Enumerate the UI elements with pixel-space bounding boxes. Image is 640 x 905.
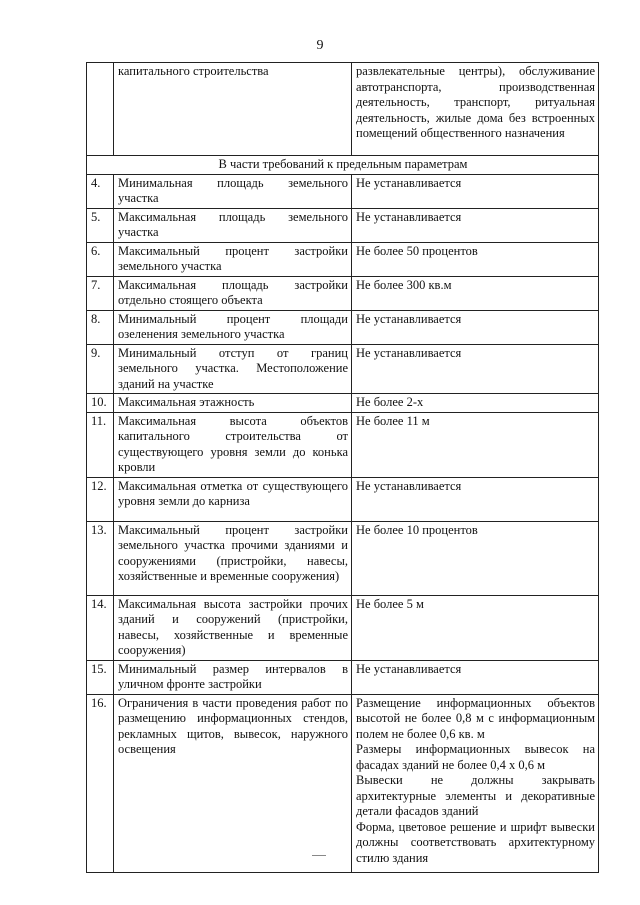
parameter-value-cell: Не более 300 кв.м bbox=[352, 276, 599, 310]
parameter-value-cell: Не более 5 м bbox=[352, 595, 599, 660]
row-number-cell: 16. bbox=[87, 694, 114, 872]
row-number-cell: 15. bbox=[87, 660, 114, 694]
row-number-cell: 9. bbox=[87, 344, 114, 394]
parameter-value-line: Форма, цветовое решение и шрифт вывески должны соответствовать архитектурному стилю здания bbox=[356, 819, 595, 865]
table-row bbox=[87, 344, 599, 394]
parameter-value-cell: Не более 2-х bbox=[352, 394, 599, 413]
parameter-value-cell: Не устанавливается bbox=[352, 310, 599, 344]
zoning-parameters-table bbox=[86, 62, 599, 873]
parameter-value-cell: Не устанавливается bbox=[352, 174, 599, 208]
table-row bbox=[87, 208, 599, 242]
row-number-cell: 13. bbox=[87, 521, 114, 595]
parameter-name-cell: Максимальная высота застройки прочих зданий и сооружений (пристройки, навесы, хозяйственные и временные сооружения) bbox=[114, 595, 352, 660]
row-number-cell: 10. bbox=[87, 394, 114, 413]
parameter-name-cell: Максимальный процент застройки земельного участка прочими зданиями и сооружениями (пристройки, навесы, хозяйственные и временные сооружения) bbox=[114, 521, 352, 595]
table-row bbox=[87, 660, 599, 694]
parameter-name-cell: Максимальная отметка от существующего уровня земли до карниза bbox=[114, 477, 352, 521]
parameter-value-cell: Не устанавливается bbox=[352, 477, 599, 521]
row-number-cell: 4. bbox=[87, 174, 114, 208]
table-row bbox=[87, 394, 599, 413]
parameter-name-cell: Максимальная площадь застройки отдельно стоящего объекта bbox=[114, 276, 352, 310]
parameter-value-line: Вывески не должны закрывать архитектурные элементы и декоративные детали фасадов зданий bbox=[356, 773, 595, 818]
parameter-name-cell: Минимальная площадь земельного участка bbox=[114, 174, 352, 208]
table-row bbox=[87, 595, 599, 660]
row-number-cell: 14. bbox=[87, 595, 114, 660]
parameter-name-cell: Максимальная высота объектов капитального строительства от существующего уровня земли до конька кровли bbox=[114, 412, 352, 477]
parameter-value-cell bbox=[352, 694, 599, 872]
row-number-cell: 6. bbox=[87, 242, 114, 276]
row-number-cell: 5. bbox=[87, 208, 114, 242]
parameter-value-line: Размещение информационных объектов высотой не более 0,8 м с информационным полем не более 0,6 кв. м bbox=[356, 695, 595, 741]
table-row bbox=[87, 242, 599, 276]
row-number-cell: 7. bbox=[87, 276, 114, 310]
footer-mark bbox=[312, 855, 326, 856]
parameter-name-cell: Минимальный размер интервалов в уличном фронте застройки bbox=[114, 660, 352, 694]
parameter-value-cell: развлекательные центры), обслуживание автотранспорта, производственная деятельность, транспорт, ритуальная деятельность, жилые дома без встроенных помещений общественного назначения bbox=[352, 63, 599, 156]
parameter-name-cell: Минимальный отступ от границ земельного участка. Местоположение зданий на участке bbox=[114, 344, 352, 394]
parameter-value-line: Размеры информационных вывесок на фасадах зданий не более 0,4 х 0,6 м bbox=[356, 742, 595, 772]
parameter-value-cell: Не более 11 м bbox=[352, 412, 599, 477]
table-row bbox=[87, 477, 599, 521]
parameter-name-cell: Максимальная этажность bbox=[114, 394, 352, 413]
section-header-row bbox=[87, 156, 599, 175]
parameter-name-cell: Максимальная площадь земельного участка bbox=[114, 208, 352, 242]
parameter-value-cell: Не устанавливается bbox=[352, 344, 599, 394]
parameter-value-cell: Не более 10 процентов bbox=[352, 521, 599, 595]
parameter-name-cell: Ограничения в части проведения работ по размещению информационных стендов, рекламных щитов, вывесок, наружного освещения bbox=[114, 694, 352, 872]
table-row bbox=[87, 276, 599, 310]
parameter-name-cell: Максимальный процент застройки земельного участка bbox=[114, 242, 352, 276]
parameter-name-cell: Минимальный процент площади озеленения земельного участка bbox=[114, 310, 352, 344]
page-number: 9 bbox=[316, 38, 324, 53]
table-row-continuation bbox=[87, 63, 599, 156]
row-number-cell: 11. bbox=[87, 412, 114, 477]
parameter-value-cell: Не устанавливается bbox=[352, 208, 599, 242]
table-row bbox=[87, 412, 599, 477]
row-number-cell: 8. bbox=[87, 310, 114, 344]
row-number-cell bbox=[87, 63, 114, 156]
parameter-value-cell: Не устанавливается bbox=[352, 660, 599, 694]
row-number-cell: 12. bbox=[87, 477, 114, 521]
table-row bbox=[87, 174, 599, 208]
section-title: В части требований к предельным параметрам bbox=[87, 156, 599, 175]
parameter-rows bbox=[87, 174, 599, 872]
table-row bbox=[87, 310, 599, 344]
table-row bbox=[87, 521, 599, 595]
parameter-name-cell: капитального строительства bbox=[114, 63, 352, 156]
table-row bbox=[87, 694, 599, 872]
parameter-value-cell: Не более 50 процентов bbox=[352, 242, 599, 276]
